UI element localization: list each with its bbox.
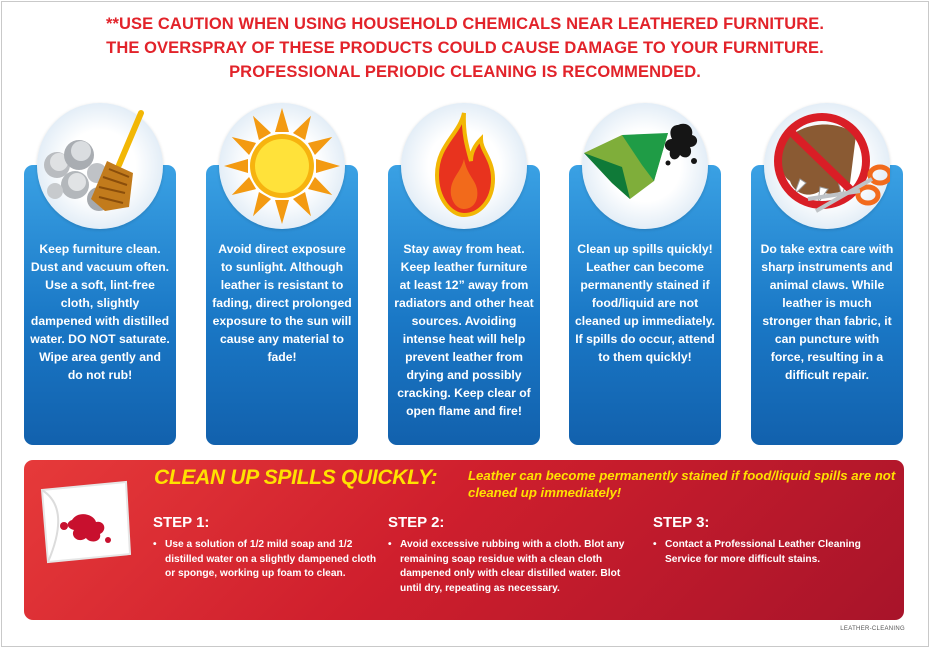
step-3-text <box>653 538 887 567</box>
flame-icon <box>401 103 527 229</box>
step-2-heading: STEP 2: <box>388 514 445 531</box>
bullet: • <box>653 539 657 550</box>
caution-line-1: **USE CAUTION WHEN USING HOUSEHOLD CHEMICALS NEAR LEATHERED FURNITURE. <box>105 15 825 33</box>
no-claws-scissors-icon <box>764 103 890 229</box>
spills-instructions-panel <box>24 460 904 620</box>
step-1-body: Use a solution of 1/2 mild soap and 1/2 distilled water on a slightly dampened cloth or sponge, working up foam to clean. <box>165 539 377 579</box>
tip-card-text: Do take extra care with sharp instruments and animal claws. While leather is much stronger than fabric, it can puncture with force, resulting in a difficult repair. <box>760 242 894 382</box>
panel-warning-note: Leather can become permanently stained if food/liquid spills are not cleaned up immediately! <box>468 468 896 500</box>
caution-line-3: PROFESSIONAL PERIODIC CLEANING IS RECOMMENDED. <box>229 63 701 81</box>
bullet: • <box>153 539 157 550</box>
step-3-heading: STEP 3: <box>653 514 710 531</box>
cloth-spill-icon <box>582 103 708 229</box>
step-1-text <box>153 538 385 582</box>
tip-card-text: Stay away from heat. Keep leather furniture at least 12” away from radiators and other heat sources. Avoiding intense heat will help prevent leather from drying and possibly cracking. Keep clear of open flame and fire! <box>394 242 534 418</box>
panel-title: CLEAN UP SPILLS QUICKLY: <box>154 466 438 489</box>
tip-card-text: Avoid direct exposure to sunlight. Although leather is resistant to fading, direct prolonged exposure to the sun will cause any material to fade! <box>212 242 352 364</box>
bullet: • <box>388 539 392 550</box>
caution-banner <box>0 12 930 84</box>
caution-line-2: THE OVERSPRAY OF THESE PRODUCTS COULD CAUSE DAMAGE TO YOUR FURNITURE. <box>106 39 824 57</box>
footer-tag: LEATHER-CLEANING <box>840 626 905 632</box>
stained-cloth-icon <box>38 480 134 564</box>
tip-card-text: Clean up spills quickly! Leather can become permanently stained if food/liquid are not cleaned up immediately. If spills do occur, attend to them quickly! <box>575 242 715 364</box>
step-2-body: Avoid excessive rubbing with a cloth. Blot any remaining soap residue with a clean cloth dampened only with clear distilled water. Blot until dry, repeating as necessary. <box>400 539 625 594</box>
broom-dust-icon <box>37 103 163 229</box>
step-2-text <box>388 538 632 596</box>
tip-card-text: Keep furniture clean. Dust and vacuum often. Use a soft, lint-free cloth, slightly dampened with distilled water. DO NOT saturate. Wipe area gently and do not rub! <box>30 242 170 382</box>
sun-icon <box>219 103 345 229</box>
step-3-body: Contact a Professional Leather Cleaning Service for more difficult stains. <box>665 539 861 565</box>
step-1-heading: STEP 1: <box>153 514 210 531</box>
